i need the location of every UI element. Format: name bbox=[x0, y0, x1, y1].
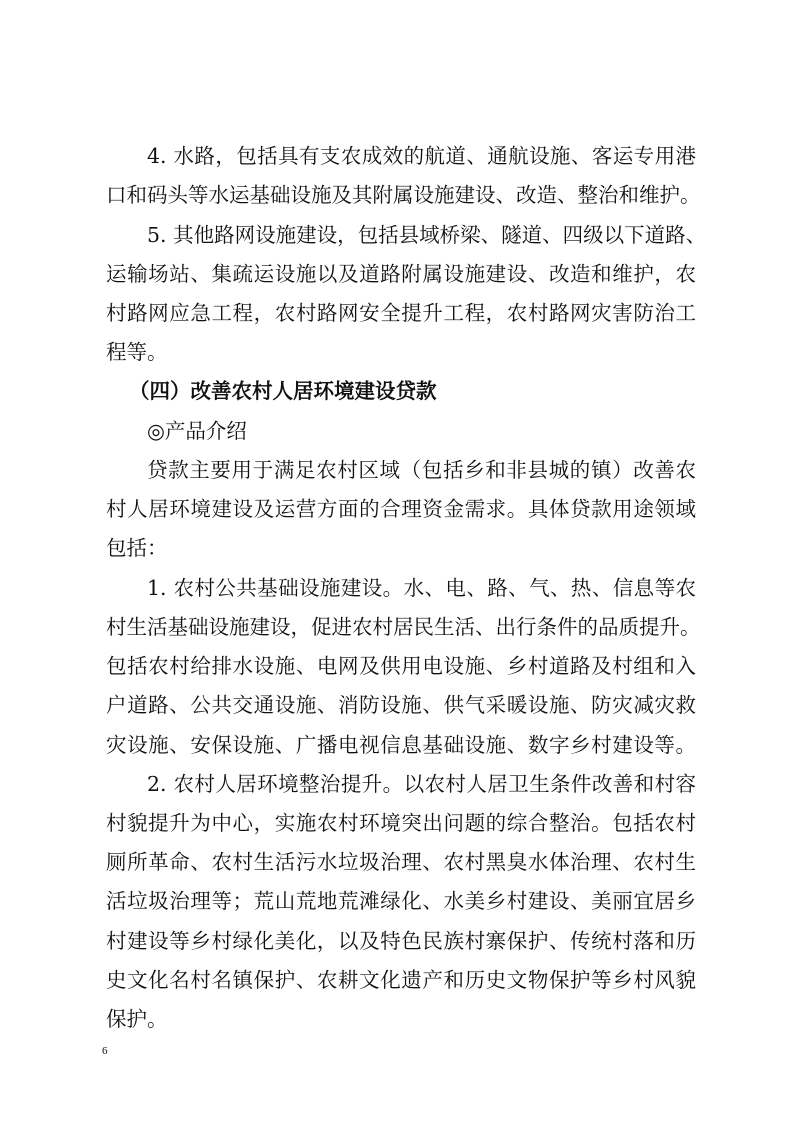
paragraph-line: 村人居环境建设及运营方面的合理资金需求。具体贷款用途领域 bbox=[106, 497, 696, 521]
paragraph-line: 2. 农村人居环境整治提升。以农村人居卫生条件改善和村容 bbox=[147, 772, 696, 796]
paragraph-line: 包括农村给排水设施、电网及供用电设施、乡村道路及村组和入 bbox=[106, 654, 696, 678]
paragraph-line: 程等。 bbox=[106, 340, 168, 364]
paragraph-line: 村生活基础设施建设，促进农村居民生活、出行条件的品质提升。 bbox=[106, 615, 701, 639]
paragraph-line: 贷款主要用于满足农村区域（包括乡和非县城的镇）改善农 bbox=[147, 458, 696, 482]
subsection-label: ◎产品介绍 bbox=[147, 419, 247, 443]
paragraph-line: 5. 其他路网设施建设，包括县域桥梁、隧道、四级以下道路、 bbox=[147, 223, 707, 247]
paragraph-line: 4. 水路，包括具有支农成效的航道、通航设施、客运专用港 bbox=[147, 144, 696, 168]
paragraph-line: 村路网应急工程，农村路网安全提升工程，农村路网灾害防治工 bbox=[106, 301, 696, 325]
paragraph-line: 1. 农村公共基础设施建设。水、电、路、气、热、信息等农 bbox=[147, 576, 696, 600]
paragraph-line: 厕所革命、农村生活污水垃圾治理、农村黑臭水体治理、农村生 bbox=[106, 850, 696, 874]
paragraph-line: 活垃圾治理等；荒山荒地荒滩绿化、水美乡村建设、美丽宜居乡 bbox=[106, 889, 696, 913]
paragraph-line: 包括： bbox=[106, 536, 168, 560]
paragraph-line: 灾设施、安保设施、广播电视信息基础设施、数字乡村建设等。 bbox=[106, 733, 696, 757]
paragraph-line: 史文化名村名镇保护、农耕文化遗产和历史文物保护等乡村风貌 bbox=[106, 968, 696, 992]
paragraph-line: 保护。 bbox=[106, 1007, 168, 1031]
page-number: 6 bbox=[102, 1045, 108, 1057]
paragraph-line: 村建设等乡村绿化美化，以及特色民族村寨保护、传统村落和历 bbox=[106, 929, 696, 953]
paragraph-line: 户道路、公共交通设施、消防设施、供气采暖设施、防灾减灾救 bbox=[106, 693, 696, 717]
section-heading: （四）改善农村人居环境建设贷款 bbox=[129, 379, 437, 403]
paragraph-line: 村貌提升为中心，实施农村环境突出问题的综合整治。包括农村 bbox=[106, 811, 696, 835]
paragraph-line: 运输场站、集疏运设施以及道路附属设施建设、改造和维护，农 bbox=[106, 262, 696, 286]
paragraph-line: 口和码头等水运基础设施及其附属设施建设、改造、整治和维护。 bbox=[106, 183, 701, 207]
